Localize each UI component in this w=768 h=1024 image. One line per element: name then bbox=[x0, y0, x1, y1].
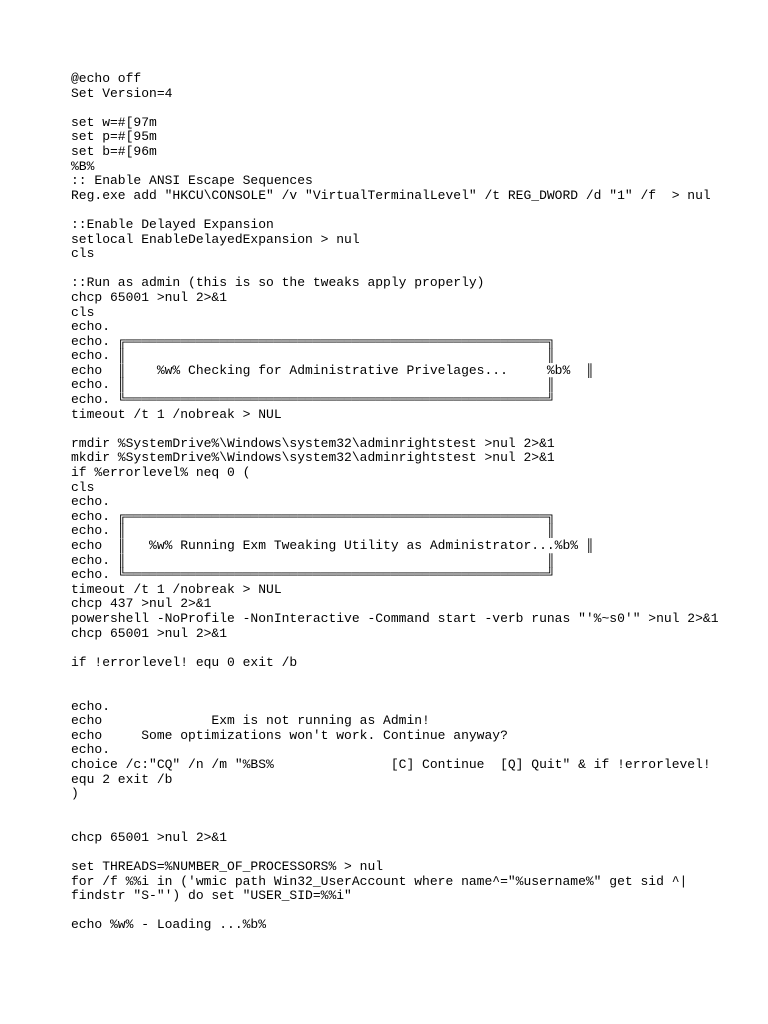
code-line: chcp 65001 >nul 2>&1 bbox=[71, 829, 228, 845]
code-line: echo. ╔══════════════════════════════════════════════════════╗ bbox=[71, 333, 555, 349]
code-line: ::Enable Delayed Expansion bbox=[71, 216, 274, 232]
code-line: powershell -NoProfile -NonInteractive -Command start -verb runas "'%~s0'" >nul 2>&1 bbox=[71, 610, 719, 626]
code-line: set THREADS=%NUMBER_OF_PROCESSORS% > nul bbox=[71, 859, 384, 875]
code-line bbox=[71, 203, 760, 218]
code-line bbox=[71, 422, 760, 437]
code-line: echo Exm is not running as Admin! bbox=[71, 713, 430, 729]
code-line: chcp 437 >nul 2>&1 bbox=[71, 596, 212, 612]
code-line: for /f %%i in ('wmic path Win32_UserAccount where name^="%username%" get sid ^| bbox=[71, 873, 688, 889]
code-line: equ 2 exit /b bbox=[71, 771, 173, 787]
code-line: setlocal EnableDelayedExpansion > nul bbox=[71, 231, 360, 247]
code-line: set w=#[97m bbox=[71, 114, 157, 130]
code-line: set p=#[95m bbox=[71, 129, 157, 145]
code-line: echo Some optimizations won't work. Continue anyway? bbox=[71, 727, 508, 743]
code-line: Reg.exe add "HKCU\CONSOLE" /v "VirtualTerminalLevel" /t REG_DWORD /d "1" /f > nul bbox=[71, 187, 711, 203]
code-line: echo %w% - Loading ...%b% bbox=[71, 917, 267, 933]
code-line: echo. ║ ║ bbox=[71, 348, 555, 364]
code-line: echo. ║ ║ bbox=[71, 523, 555, 539]
code-line: cls bbox=[71, 304, 95, 320]
code-line: :: Enable ANSI Escape Sequences bbox=[71, 173, 313, 189]
code-line: rmdir %SystemDrive%\Windows\system32\adminrightstest >nul 2>&1 bbox=[71, 435, 555, 451]
code-line bbox=[71, 802, 760, 817]
code-line: ::Run as admin (this is so the tweaks apply properly) bbox=[71, 275, 485, 291]
code-line bbox=[71, 845, 760, 860]
code-line bbox=[71, 641, 760, 656]
code-line: Set Version=4 bbox=[71, 85, 173, 101]
code-line bbox=[71, 904, 760, 919]
code-line: set b=#[96m bbox=[71, 143, 157, 159]
code-line: choice /c:"CQ" /n /m "%BS% [C] Continue [Q] Quit" & if !errorlevel! bbox=[71, 756, 711, 772]
code-line: echo. ╔══════════════════════════════════════════════════════╗ bbox=[71, 508, 555, 524]
code-line: cls bbox=[71, 246, 95, 262]
code-line bbox=[71, 101, 760, 116]
code-line: findstr "S-"') do set "USER_SID=%%i" bbox=[71, 888, 352, 904]
code-line: echo ║ %w% Checking for Administrative Privelages... %b% ║ bbox=[71, 362, 594, 378]
code-line: cls bbox=[71, 479, 95, 495]
code-line: echo. bbox=[71, 742, 111, 758]
code-line bbox=[71, 816, 760, 831]
code-line: chcp 65001 >nul 2>&1 bbox=[71, 289, 228, 305]
code-line: timeout /t 1 /nobreak > NUL bbox=[71, 406, 282, 422]
code-line: echo ║ %w% Running Exm Tweaking Utility as Administrator...%b% ║ bbox=[71, 538, 594, 553]
code-line: mkdir %SystemDrive%\Windows\system32\adminrightstest >nul 2>&1 bbox=[71, 450, 555, 466]
code-line bbox=[71, 685, 760, 700]
code-line bbox=[71, 262, 760, 277]
batch-script-text bbox=[71, 72, 760, 933]
code-line: echo. ║ ║ bbox=[71, 377, 555, 393]
code-line: echo. bbox=[71, 698, 111, 714]
code-line: echo. ╚══════════════════════════════════════════════════════╝ bbox=[71, 567, 555, 583]
code-line: timeout /t 1 /nobreak > NUL bbox=[71, 581, 282, 597]
code-line: echo. bbox=[71, 494, 111, 510]
code-line: if !errorlevel! equ 0 exit /b bbox=[71, 654, 298, 670]
code-line: echo. ╚══════════════════════════════════════════════════════╝ bbox=[71, 392, 555, 408]
code-line: ) bbox=[71, 786, 79, 802]
code-line: echo. bbox=[71, 319, 111, 335]
code-line: @echo off bbox=[71, 71, 142, 86]
code-line bbox=[71, 670, 760, 685]
code-line: %B% bbox=[71, 158, 95, 174]
code-line: echo. ║ ║ bbox=[71, 552, 555, 568]
code-line: chcp 65001 >nul 2>&1 bbox=[71, 625, 228, 641]
code-line: if %errorlevel% neq 0 ( bbox=[71, 465, 251, 481]
